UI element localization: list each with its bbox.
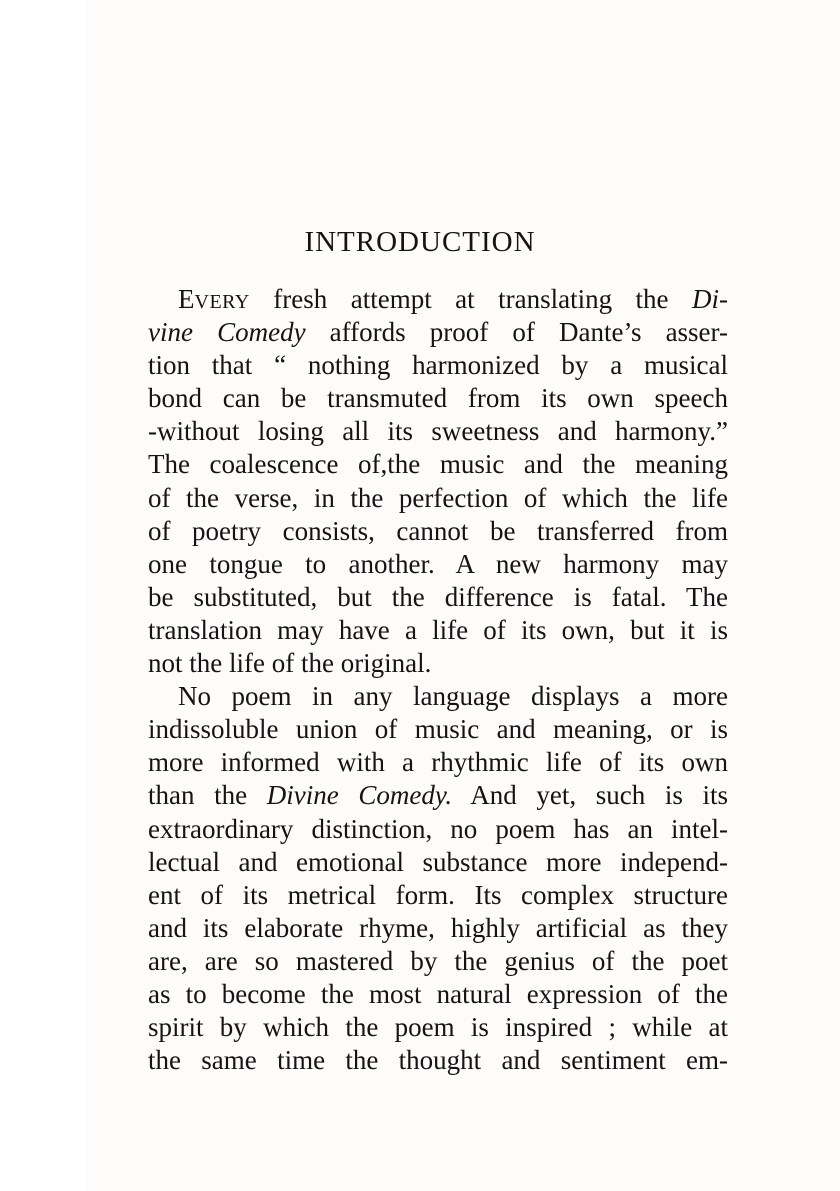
paragraph-2: [148, 680, 728, 1077]
text-line: bond can be transmuted from its own speech: [148, 383, 728, 414]
chapter-heading: INTRODUCTION: [304, 226, 536, 258]
text-line: lectual and emotional substance more independ-: [148, 846, 728, 877]
body-text: [148, 283, 728, 1077]
text-line: indissoluble union of music and meaning, or is: [148, 714, 728, 745]
text-line: tion that “ nothing harmonized by a musical: [148, 350, 728, 381]
text-line: and its elaborate rhyme, highly artificial as they: [148, 912, 728, 943]
text-line: not the life of the original.: [148, 648, 432, 679]
paragraph-1: [148, 283, 728, 680]
text-line: vine Comedy affords proof of Dante’s asser-: [148, 317, 728, 348]
text-line: The coalescence of,the music and the meaning: [148, 449, 728, 480]
text-line: the same time the thought and sentiment em-: [148, 1045, 728, 1076]
text-line: more informed with a rhythmic life of its own: [148, 747, 728, 778]
text-line: be substituted, but the difference is fatal. The: [148, 581, 728, 612]
scan-margin: [0, 0, 86, 1191]
text-line: extraordinary distinction, no poem has an intel-: [148, 813, 728, 844]
text-line: translation may have a life of its own, but it is: [148, 614, 728, 645]
text-line: as to become the most natural expression of the: [148, 978, 728, 1009]
text-line: than the Divine Comedy. And yet, such is its: [148, 780, 728, 811]
text-line: one tongue to another. A new harmony may: [148, 548, 728, 579]
text-line: No poem in any language displays a more: [178, 681, 728, 712]
text-line: -without losing all its sweetness and harmony.”: [148, 416, 728, 447]
text-line: of the verse, in the perfection of which the life: [148, 482, 728, 513]
text-line: ent of its metrical form. Its complex structure: [148, 879, 728, 910]
text-line: are, are so mastered by the genius of the poet: [148, 945, 728, 976]
text-line: EVERY fresh attempt at translating the Di-: [178, 284, 728, 314]
text-line: of poetry consists, cannot be transferred from: [148, 515, 728, 546]
text-line: spirit by which the poem is inspired ; while at: [148, 1012, 728, 1043]
